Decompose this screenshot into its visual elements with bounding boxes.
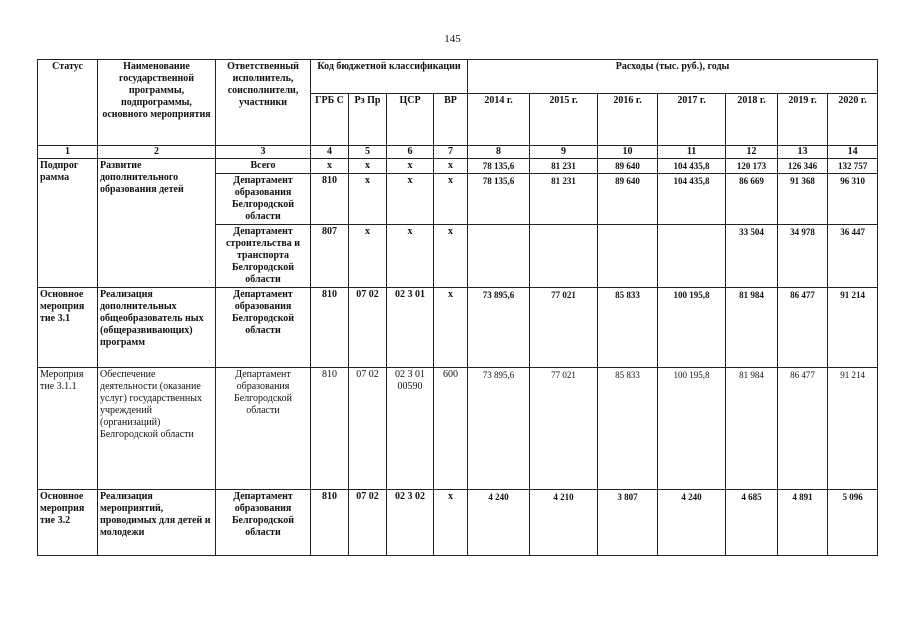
header-year: 2017 г. bbox=[658, 94, 726, 146]
executor-cell: Департамент строительства и транспорта Белгородской области bbox=[216, 225, 311, 288]
column-number: 6 bbox=[387, 146, 434, 159]
grbs-cell: 810 bbox=[311, 368, 349, 490]
value-cell: 91 214 bbox=[828, 288, 878, 368]
value-cell: 78 135,6 bbox=[468, 159, 530, 174]
header-grbs: ГРБ С bbox=[311, 94, 349, 146]
grbs-cell: 810 bbox=[311, 288, 349, 368]
value-cell bbox=[598, 225, 658, 288]
value-cell: 81 231 bbox=[530, 159, 598, 174]
value-cell: 78 135,6 bbox=[468, 174, 530, 225]
value-cell: 100 195,8 bbox=[658, 368, 726, 490]
value-cell: 5 096 bbox=[828, 490, 878, 556]
page-number: 145 bbox=[444, 33, 461, 45]
column-number: 8 bbox=[468, 146, 530, 159]
value-cell: 3 807 bbox=[598, 490, 658, 556]
status-cell: Основное мероприя тие 3.2 bbox=[38, 490, 98, 556]
name-cell: Развитие дополнительного образования детей bbox=[98, 159, 216, 288]
value-cell: 33 504 bbox=[726, 225, 778, 288]
csr-cell: 02 3 02 bbox=[387, 490, 434, 556]
column-number: 1 bbox=[38, 146, 98, 159]
header-year: 2016 г. bbox=[598, 94, 658, 146]
value-cell bbox=[468, 225, 530, 288]
executor-cell: Департамент образования Белгородской области bbox=[216, 288, 311, 368]
header-row-1 bbox=[38, 60, 878, 94]
table-row bbox=[38, 368, 878, 490]
value-cell: 85 833 bbox=[598, 288, 658, 368]
header-year: 2014 г. bbox=[468, 94, 530, 146]
header-csr: ЦСР bbox=[387, 94, 434, 146]
column-number: 13 bbox=[778, 146, 828, 159]
rzpr-cell: 07 02 bbox=[349, 490, 387, 556]
rzpr-cell: х bbox=[349, 225, 387, 288]
csr-cell: 02 3 01 bbox=[387, 288, 434, 368]
column-number: 4 bbox=[311, 146, 349, 159]
column-number: 2 bbox=[98, 146, 216, 159]
value-cell: 126 346 bbox=[778, 159, 828, 174]
grbs-cell: 810 bbox=[311, 490, 349, 556]
value-cell: 85 833 bbox=[598, 368, 658, 490]
executor-cell: Всего bbox=[216, 159, 311, 174]
value-cell: 81 984 bbox=[726, 368, 778, 490]
csr-cell: х bbox=[387, 174, 434, 225]
value-cell: 34 978 bbox=[778, 225, 828, 288]
rzpr-cell: х bbox=[349, 174, 387, 225]
column-number: 7 bbox=[434, 146, 468, 159]
header-year: 2019 г. bbox=[778, 94, 828, 146]
executor-cell: Департамент образования Белгородской области bbox=[216, 174, 311, 225]
value-cell: 91 214 bbox=[828, 368, 878, 490]
budget-table bbox=[37, 59, 878, 556]
header-year: 2020 г. bbox=[828, 94, 878, 146]
value-cell: 73 895,6 bbox=[468, 368, 530, 490]
column-number: 12 bbox=[726, 146, 778, 159]
header-vr: ВР bbox=[434, 94, 468, 146]
value-cell: 91 368 bbox=[778, 174, 828, 225]
grbs-cell: 807 bbox=[311, 225, 349, 288]
header-year: 2018 г. bbox=[726, 94, 778, 146]
header-executor: Ответственный исполнитель, соисполнители, участники bbox=[216, 60, 311, 146]
grbs-cell: 810 bbox=[311, 174, 349, 225]
name-cell: Обеспечение деятельности (оказание услуг) государственных учреждений (организаций) Белгородской области bbox=[98, 368, 216, 490]
value-cell: 120 173 bbox=[726, 159, 778, 174]
vr-cell: х bbox=[434, 225, 468, 288]
csr-cell: х bbox=[387, 159, 434, 174]
header-expenses: Расходы (тыс. руб.), годы bbox=[468, 60, 878, 94]
value-cell: 132 757 bbox=[828, 159, 878, 174]
value-cell: 4 240 bbox=[658, 490, 726, 556]
csr-cell: 02 3 01 00590 bbox=[387, 368, 434, 490]
value-cell: 96 310 bbox=[828, 174, 878, 225]
column-number: 11 bbox=[658, 146, 726, 159]
value-cell: 81 231 bbox=[530, 174, 598, 225]
status-cell: Подпрог рамма bbox=[38, 159, 98, 288]
value-cell: 4 891 bbox=[778, 490, 828, 556]
status-cell: Мероприя тие 3.1.1 bbox=[38, 368, 98, 490]
value-cell bbox=[530, 225, 598, 288]
column-number: 3 bbox=[216, 146, 311, 159]
name-cell: Реализация мероприятий, проводимых для детей и молодежи bbox=[98, 490, 216, 556]
column-number: 5 bbox=[349, 146, 387, 159]
column-number-row bbox=[38, 146, 878, 159]
value-cell: 4 210 bbox=[530, 490, 598, 556]
header-status: Статус bbox=[38, 60, 98, 146]
rzpr-cell: 07 02 bbox=[349, 368, 387, 490]
name-cell: Реализация дополнительных общеобразователь ных (общеразвивающих) программ bbox=[98, 288, 216, 368]
column-number: 10 bbox=[598, 146, 658, 159]
value-cell: 104 435,8 bbox=[658, 174, 726, 225]
executor-cell: Департамент образования Белгородской области bbox=[216, 368, 311, 490]
value-cell: 86 477 bbox=[778, 288, 828, 368]
executor-cell: Департамент образования Белгородской области bbox=[216, 490, 311, 556]
rzpr-cell: 07 02 bbox=[349, 288, 387, 368]
header-name: Наименование государственной программы, подпрограммы, основного мероприятия bbox=[98, 60, 216, 146]
table-row bbox=[38, 490, 878, 556]
csr-cell: х bbox=[387, 225, 434, 288]
vr-cell: 600 bbox=[434, 368, 468, 490]
vr-cell: х bbox=[434, 159, 468, 174]
vr-cell: х bbox=[434, 174, 468, 225]
status-cell: Основное мероприя тие 3.1 bbox=[38, 288, 98, 368]
table-row bbox=[38, 159, 878, 174]
header-budget-code: Код бюджетной классификации bbox=[311, 60, 468, 94]
value-cell: 89 640 bbox=[598, 159, 658, 174]
column-number: 9 bbox=[530, 146, 598, 159]
value-cell: 89 640 bbox=[598, 174, 658, 225]
header-year: 2015 г. bbox=[530, 94, 598, 146]
vr-cell: х bbox=[434, 288, 468, 368]
header-rzpr: Рз Пр bbox=[349, 94, 387, 146]
value-cell: 86 477 bbox=[778, 368, 828, 490]
value-cell: 104 435,8 bbox=[658, 159, 726, 174]
value-cell: 4 240 bbox=[468, 490, 530, 556]
table-row bbox=[38, 288, 878, 368]
grbs-cell: х bbox=[311, 159, 349, 174]
value-cell: 100 195,8 bbox=[658, 288, 726, 368]
value-cell bbox=[658, 225, 726, 288]
value-cell: 36 447 bbox=[828, 225, 878, 288]
value-cell: 4 685 bbox=[726, 490, 778, 556]
vr-cell: х bbox=[434, 490, 468, 556]
value-cell: 81 984 bbox=[726, 288, 778, 368]
value-cell: 77 021 bbox=[530, 368, 598, 490]
column-number: 14 bbox=[828, 146, 878, 159]
value-cell: 73 895,6 bbox=[468, 288, 530, 368]
value-cell: 86 669 bbox=[726, 174, 778, 225]
value-cell: 77 021 bbox=[530, 288, 598, 368]
rzpr-cell: х bbox=[349, 159, 387, 174]
